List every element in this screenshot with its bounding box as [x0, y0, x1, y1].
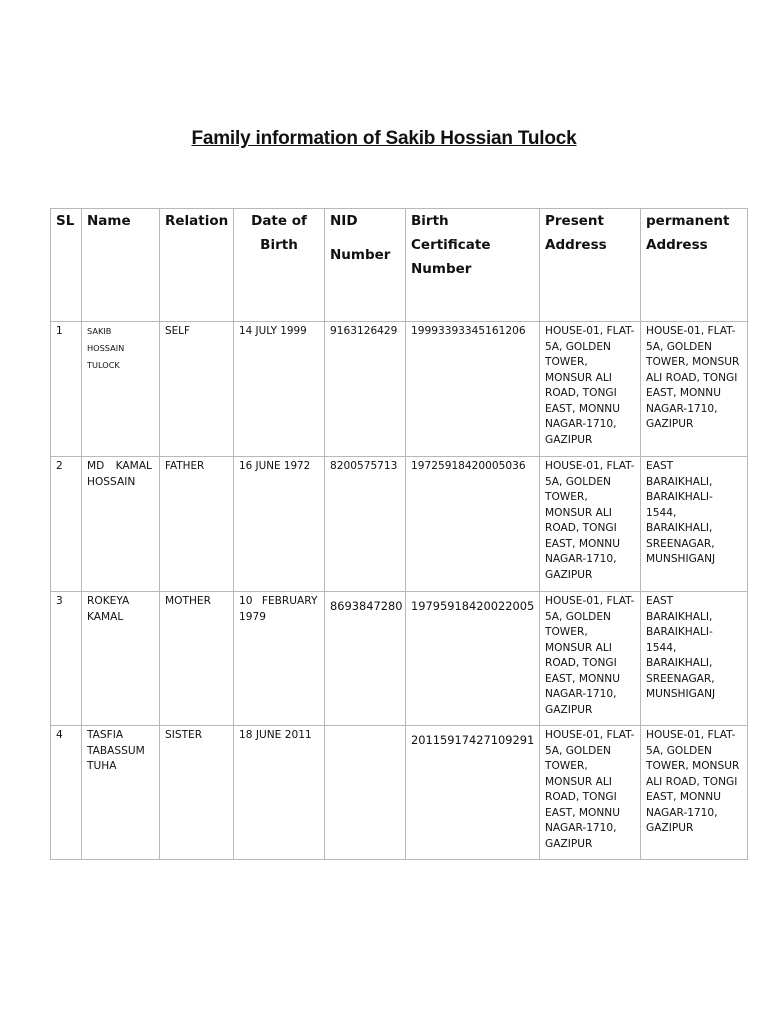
address-line: EAST, MONNU — [545, 537, 620, 550]
header-bc-line1: Birth Certificate — [411, 213, 491, 253]
address-line: GAZIPUR — [646, 822, 694, 834]
address-line: BARAIKHALI-1544, — [646, 491, 713, 519]
header-name: Name — [82, 209, 160, 322]
address-line: ROAD, TONGI — [545, 522, 617, 534]
address-line: GAZIPUR — [545, 433, 593, 446]
address-line: HOUSE-01, FLAT- — [545, 595, 635, 607]
address-line: TOWER, MONSUR — [646, 760, 740, 772]
dob-line: 1979 — [239, 610, 266, 623]
name-line: MD KAMAL — [87, 460, 152, 472]
address-line: HOUSE-01, FLAT- — [545, 729, 635, 741]
table-row — [51, 726, 748, 860]
address-line: 5A, GOLDEN — [646, 340, 712, 353]
address-line: EAST, MONNU — [646, 791, 721, 803]
name-line: TUHA — [87, 760, 117, 772]
row-present-address — [540, 322, 641, 457]
address-line: GAZIPUR — [646, 418, 694, 430]
row-permanent-address — [641, 457, 748, 592]
row-permanent-address — [641, 726, 748, 860]
address-line: GAZIPUR — [545, 568, 593, 581]
row-sl: 2 — [51, 457, 82, 592]
address-line: GAZIPUR — [545, 703, 593, 716]
header-sl: SL — [51, 209, 82, 322]
row-sl: 3 — [51, 592, 82, 726]
header-nid-line1: NID — [330, 213, 358, 229]
row-dob: 18 JUNE 2011 — [234, 726, 325, 860]
address-line: MUNSHIGANJ — [646, 553, 716, 565]
document-title: Family information of Sakib Hossian Tulock — [191, 128, 577, 149]
address-line: MUNSHIGANJ — [646, 688, 716, 700]
row-sl: 1 — [51, 322, 82, 457]
row-name — [82, 592, 160, 726]
row-birth-certificate: 19795918420022005 — [406, 592, 540, 726]
row-nid: 9163126429 — [325, 322, 406, 457]
table-row — [51, 322, 748, 457]
address-line: EAST, MONNU — [646, 387, 721, 399]
address-line: TOWER, — [545, 491, 588, 503]
address-line: MONSUR ALI — [545, 775, 612, 788]
dob-line: 10 FEBRUARY — [239, 595, 318, 607]
row-dob: 14 JULY 1999 — [234, 322, 325, 457]
address-line: MONSUR ALI — [545, 641, 612, 654]
row-nid: 8693847280 — [325, 592, 406, 726]
address-line: SREENAGAR, — [646, 537, 715, 550]
address-line: NAGAR-1710, — [545, 418, 617, 430]
address-line: 5A, GOLDEN — [545, 340, 611, 353]
address-line: NAGAR-1710, — [545, 553, 617, 565]
address-line: EAST BARAIKHALI, — [646, 460, 713, 488]
row-name — [82, 726, 160, 860]
address-line: ROAD, TONGI — [545, 791, 617, 803]
address-line: 5A, GOLDEN — [646, 744, 712, 757]
header-nid-line2: Number — [330, 247, 391, 263]
address-line: ALI ROAD, TONGI — [646, 775, 738, 788]
address-line: TOWER, — [545, 760, 588, 772]
name-line: ROKEYA — [87, 595, 130, 607]
row-present-address — [540, 592, 641, 726]
address-line: BARAIKHALI, — [646, 657, 713, 669]
header-nid — [325, 209, 406, 322]
name-line: TASFIA — [87, 729, 124, 741]
row-nid: 8200575713 — [325, 457, 406, 592]
row-nid — [325, 726, 406, 860]
header-dob-line2: Birth — [260, 237, 298, 253]
address-line: SREENAGAR, — [646, 672, 715, 685]
header-present-line2: Address — [545, 237, 607, 253]
name-line: HOSSAIN — [87, 475, 136, 488]
address-line: MONSUR ALI — [545, 371, 612, 384]
name-line: HOSSAIN — [87, 343, 125, 353]
address-line: NAGAR-1710, — [646, 806, 718, 819]
address-line: ROAD, TONGI — [545, 657, 617, 669]
address-line: 5A, GOLDEN — [545, 744, 611, 757]
address-line: EAST, MONNU — [545, 806, 620, 819]
row-present-address — [540, 726, 641, 860]
address-line: ROAD, TONGI — [545, 387, 617, 399]
row-name — [82, 322, 160, 457]
table-row — [51, 592, 748, 726]
header-relation: Relation — [160, 209, 234, 322]
row-relation: SELF — [160, 322, 234, 457]
row-relation: MOTHER — [160, 592, 234, 726]
address-line: EAST, MONNU — [545, 672, 620, 685]
table-header-row — [51, 209, 748, 322]
header-permanent-line1: permanent — [646, 213, 730, 229]
address-line: TOWER, — [545, 356, 588, 368]
address-line: NAGAR-1710, — [545, 822, 617, 834]
address-line: 5A, GOLDEN — [545, 610, 611, 623]
address-line: HOUSE-01, FLAT- — [646, 325, 736, 337]
row-permanent-address — [641, 322, 748, 457]
header-birth-certificate — [406, 209, 540, 322]
table-row — [51, 457, 748, 592]
name-line: TULOCK — [87, 360, 120, 370]
header-present-line1: Present — [545, 213, 604, 229]
address-line: HOUSE-01, FLAT- — [545, 325, 635, 337]
family-table — [50, 208, 748, 860]
row-birth-certificate: 19725918420005036 — [406, 457, 540, 592]
header-permanent-address — [641, 209, 748, 322]
header-present-address — [540, 209, 641, 322]
row-name — [82, 457, 160, 592]
name-line: KAMAL — [87, 610, 124, 623]
address-line: MONSUR ALI — [545, 506, 612, 519]
header-permanent-line2: Address — [646, 237, 708, 253]
address-line: BARAIKHALI, — [646, 522, 713, 534]
row-dob — [234, 592, 325, 726]
address-line: ALI ROAD, TONGI — [646, 371, 738, 384]
address-line: HOUSE-01, FLAT- — [646, 729, 736, 741]
address-line: 5A, GOLDEN — [545, 475, 611, 488]
address-line: BARAIKHALI-1544, — [646, 626, 713, 654]
address-line: NAGAR-1710, — [545, 688, 617, 700]
name-line: SAKIB — [87, 326, 112, 336]
address-line: GAZIPUR — [545, 837, 593, 850]
address-line: EAST, MONNU — [545, 402, 620, 415]
address-line: HOUSE-01, FLAT- — [545, 460, 635, 472]
row-birth-certificate: 20115917427109291 — [406, 726, 540, 860]
header-dob — [234, 209, 325, 322]
name-line: TABASSUM — [87, 744, 145, 757]
address-line: EAST BARAIKHALI, — [646, 595, 713, 623]
header-dob-line1: Date of — [251, 213, 307, 229]
address-line: TOWER, MONSUR — [646, 356, 740, 368]
row-sl: 4 — [51, 726, 82, 860]
row-permanent-address — [641, 592, 748, 726]
address-line: NAGAR-1710, — [646, 402, 718, 415]
row-relation: SISTER — [160, 726, 234, 860]
row-dob: 16 JUNE 1972 — [234, 457, 325, 592]
row-relation: FATHER — [160, 457, 234, 592]
row-present-address — [540, 457, 641, 592]
address-line: TOWER, — [545, 626, 588, 638]
row-birth-certificate: 19993393345161206 — [406, 322, 540, 457]
header-bc-line2: Number — [411, 261, 472, 277]
